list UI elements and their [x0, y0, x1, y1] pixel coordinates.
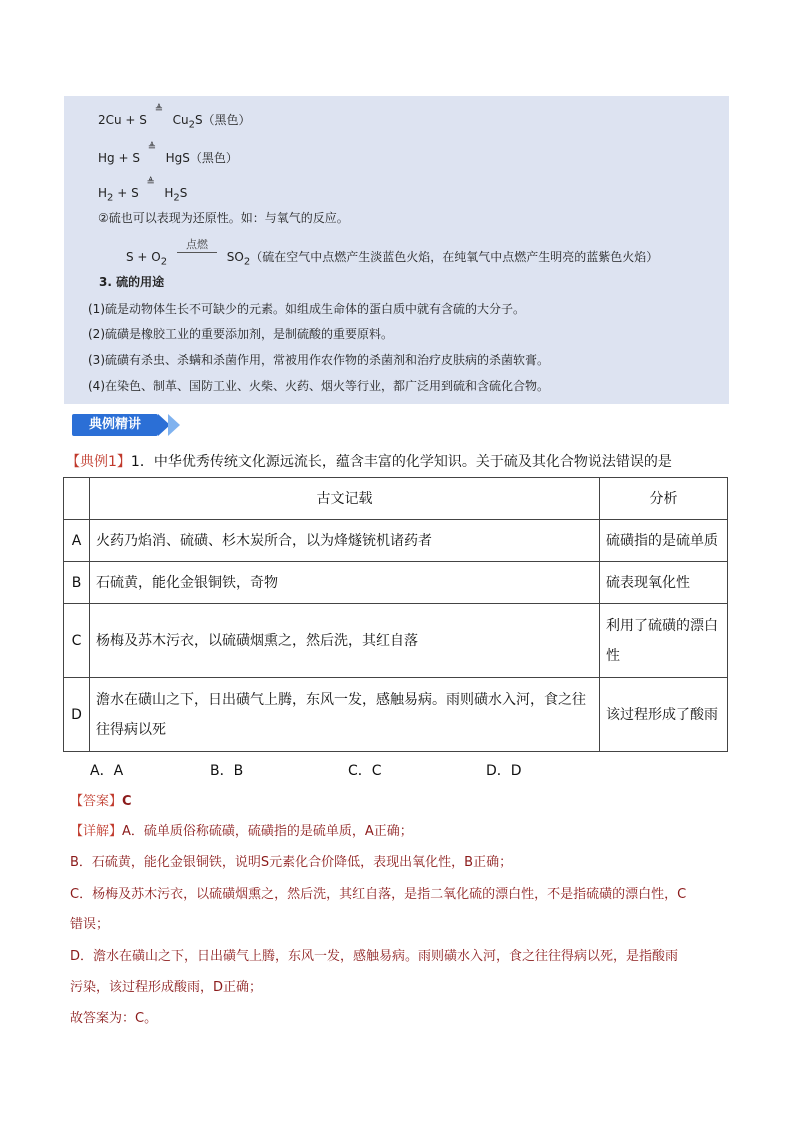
- eq-right: Cu: [172, 113, 189, 127]
- row-text: 澹水在磺山之下，日出磺气上腾，东风一发，感触易病。雨则磺水入河，食之往往得病以死: [90, 678, 600, 752]
- answer-value: C: [122, 794, 132, 809]
- table-header-row: [64, 478, 728, 520]
- question-table: [63, 477, 728, 752]
- table-row: [64, 604, 728, 678]
- question-text: 1．中华优秀传统文化源远流长，蕴含丰富的化学知识。关于硫及其化合物说法错误的是: [130, 454, 672, 470]
- question-tag: 【典例1】: [66, 454, 131, 470]
- detail-line-3: C．杨梅及苏木污衣，以硫磺烟熏之，然后洗，其红自落，是指二氧化硫的漂白性，不是指硫磺的漂白性，C: [70, 887, 687, 902]
- row-analysis: 硫磺指的是硫单质: [600, 520, 728, 562]
- table-row: [64, 520, 728, 562]
- eq-left: Hg + S: [98, 151, 140, 165]
- table-row: [64, 562, 728, 604]
- equation-hg-s: [98, 142, 238, 166]
- reducing-note: ②硫也可以表现为还原性。如：与氧气的反应。: [98, 211, 349, 225]
- row-text: 火药乃焰消、硫磺、杉木炭所合，以为烽燧铳机诸药者: [90, 520, 600, 562]
- row-text: 杨梅及苏木污衣，以硫磺烟熏之，然后洗，其红自落: [90, 604, 600, 678]
- detail-line-6: 污染，该过程形成酸雨，D正确；: [70, 980, 263, 995]
- heating-condition: ≜: [147, 142, 157, 153]
- use-item-4: (4)在染色、制革、国防工业、火柴、火药、烟火等行业，都广泛用到硫和含硫化合物。: [88, 379, 550, 393]
- row-text: 石硫黄，能化金银铜铁，奇物: [90, 562, 600, 604]
- use-item-3: (3)硫磺有杀虫、杀螨和杀菌作用，常被用作农作物的杀菌剂和治疗皮肤病的杀菌软膏。: [88, 353, 550, 367]
- equation-h2-s: $H_2 + S$ ≜ $H_2S$: [98, 177, 188, 204]
- answer-label: 【答案】: [70, 794, 123, 809]
- eq-left: 2Cu + S: [98, 113, 147, 127]
- header-text: 古文记载: [90, 478, 600, 520]
- question-stem: [66, 451, 672, 471]
- choice-c: C．C: [348, 763, 382, 779]
- ignition-condition: 点燃: [171, 250, 223, 264]
- eq-right: HgS（黑色）: [165, 151, 238, 165]
- header-option: [64, 478, 90, 520]
- heating-condition: ≜: [146, 177, 155, 188]
- header-analysis: 分析: [600, 478, 728, 520]
- detail-line-1: 【详解】A．硫单质俗称硫磺，硫磺指的是硫单质，A正确；: [70, 824, 413, 839]
- equation-s-o2: $S + O_2$ 点燃 $SO_2$（硫在空气中点燃产生淡蓝色火焰，在纯氧气中点燃产生明亮的蓝紫色火焰）: [126, 238, 659, 268]
- heating-condition: ≜: [154, 104, 164, 115]
- detail-label: 【详解】: [70, 824, 123, 839]
- banner-label: 典例精讲: [72, 414, 158, 436]
- detail-line-7: 故答案为：C。: [70, 1011, 158, 1026]
- row-analysis: 该过程形成了酸雨: [600, 678, 728, 752]
- choice-d: D．D: [486, 763, 522, 779]
- row-option: D: [64, 678, 90, 752]
- choice-b: B．B: [210, 763, 244, 779]
- table-row: [64, 678, 728, 752]
- section-title-uses: 3. 硫的用途: [99, 275, 165, 289]
- detail-line-4: 错误；: [70, 917, 110, 932]
- detail-line-2: B．石硫黄，能化金银铜铁，说明S元素化合价降低，表现出氧化性，B正确；: [70, 855, 513, 870]
- use-item-2: (2)硫磺是橡胶工业的重要添加剂，是制硫酸的重要原料。: [88, 327, 394, 341]
- use-item-1: (1)硫是动物体生长不可缺少的元素。如组成生命体的蛋白质中就有含硫的大分子。: [88, 302, 526, 316]
- row-option: C: [64, 604, 90, 678]
- row-analysis: 利用了硫磺的漂白性: [600, 604, 728, 678]
- row-option: A: [64, 520, 90, 562]
- choice-a: A．A: [90, 763, 124, 779]
- detail-line-5: D．澹水在磺山之下，日出磺气上腾，东风一发，感触易病。雨则磺水入河，食之往往得病以死，是指酸雨: [70, 949, 679, 964]
- equation-cu-s: 2Cu + S ≜ $Cu_2S$（黑色）: [98, 104, 251, 131]
- chevron-right-icon: [168, 414, 180, 436]
- answer-line: [70, 790, 132, 809]
- row-analysis: 硫表现氧化性: [600, 562, 728, 604]
- example-banner: [72, 414, 184, 436]
- row-option: B: [64, 562, 90, 604]
